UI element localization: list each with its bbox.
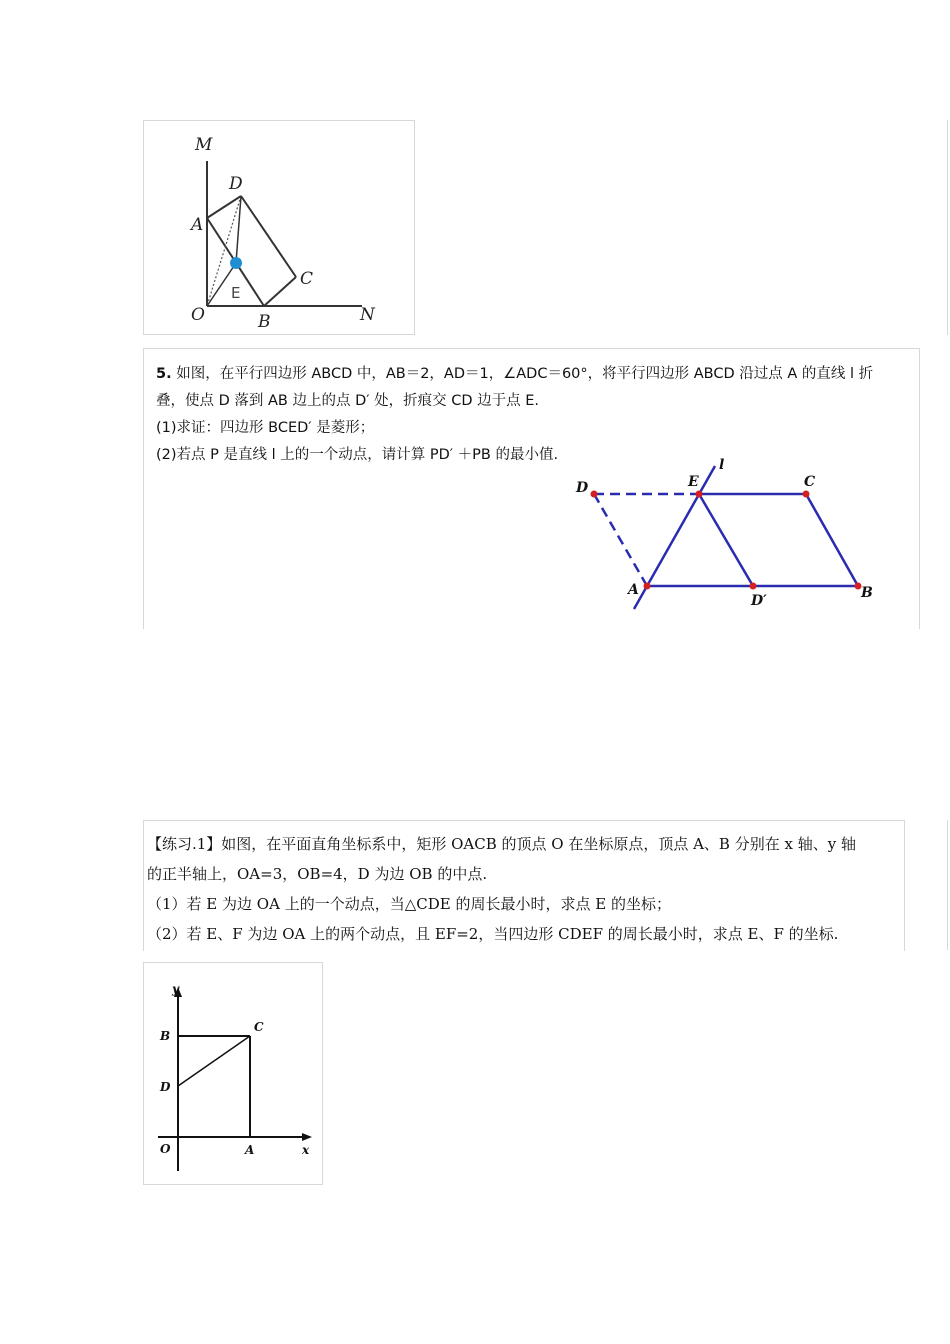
label-y: y [172,982,179,996]
coordinate-rectangle-figure [143,962,323,1185]
label-o: O [160,1142,171,1156]
problem-5-part-1: (1)求证：四边形 BCED′ 是菱形； [156,420,375,436]
label-c: C [804,474,816,490]
label-e: E [231,284,241,302]
coordinate-diagram [144,963,322,1184]
point-d [591,491,598,498]
label-d: D [160,1080,171,1094]
exercise-1-line-2: 的正半轴上，OA=3，OB=4，D 为边 OB 的中点. [147,865,488,883]
point-e-marker [230,257,242,269]
exercise-1 [143,820,905,951]
label-b: B [861,585,873,601]
problem-number: 5. [156,366,172,382]
figure-rhombus-corner [143,120,415,335]
label-x: x [302,1143,310,1157]
exercise-1-text [147,829,902,949]
point-c [803,491,810,498]
page-edge-line-top [947,120,948,335]
problem-5-statement-1: 如图，在平行四边形 ABCD 中，AB＝2，AD＝1，∠ADC＝60°，将平行四边形 ABCD 沿过点 A 的直线 l 折 [176,366,874,382]
label-d-prime: D′ [751,593,767,609]
label-o: O [191,305,205,325]
exercise-1-part-2: （2）若 E、F 为边 OA 上的两个动点，且 EF=2，当四边形 CDEF 的周长最小时，求点 E、F 的坐标. [147,925,839,943]
label-b: B [258,312,271,332]
exercise-1-part-1: （1）若 E 为边 OA 上的一个动点，当△CDE 的周长最小时，求点 E 的坐标； [147,895,671,913]
exercise-1-line-1: 【练习.1】如图，在平面直角坐标系中，矩形 OACB 的顶点 O 在坐标原点，顶点 A、B 分别在 x 轴、y 轴 [147,835,856,853]
label-m: M [195,135,213,155]
label-c: C [300,269,314,289]
label-e: E [688,474,699,490]
page-edge-line-bottom [947,820,948,950]
figure1-diagram [144,121,414,334]
problem-5-part-2: (2)若点 P 是直线 l 上的一个动点，请计算 PD′ ＋PB 的最小值. [156,447,559,463]
label-a: A [191,215,204,235]
label-n: N [360,305,375,325]
point-d-prime [750,583,757,590]
label-d: D [229,174,243,194]
label-a: A [628,582,639,598]
problem-5-line-2: 叠，使点 D 落到 AB 边上的点 D′ 处，折痕交 CD 边于点 E. [156,393,540,409]
label-b: B [160,1029,171,1043]
label-l: l [719,457,725,473]
label-a: A [245,1143,255,1157]
label-c: C [254,1020,264,1034]
problem-5 [143,348,920,629]
label-d: D [576,480,589,496]
parallelogram-fold-diagram [144,349,919,629]
point-a [644,583,651,590]
point-e [696,491,703,498]
